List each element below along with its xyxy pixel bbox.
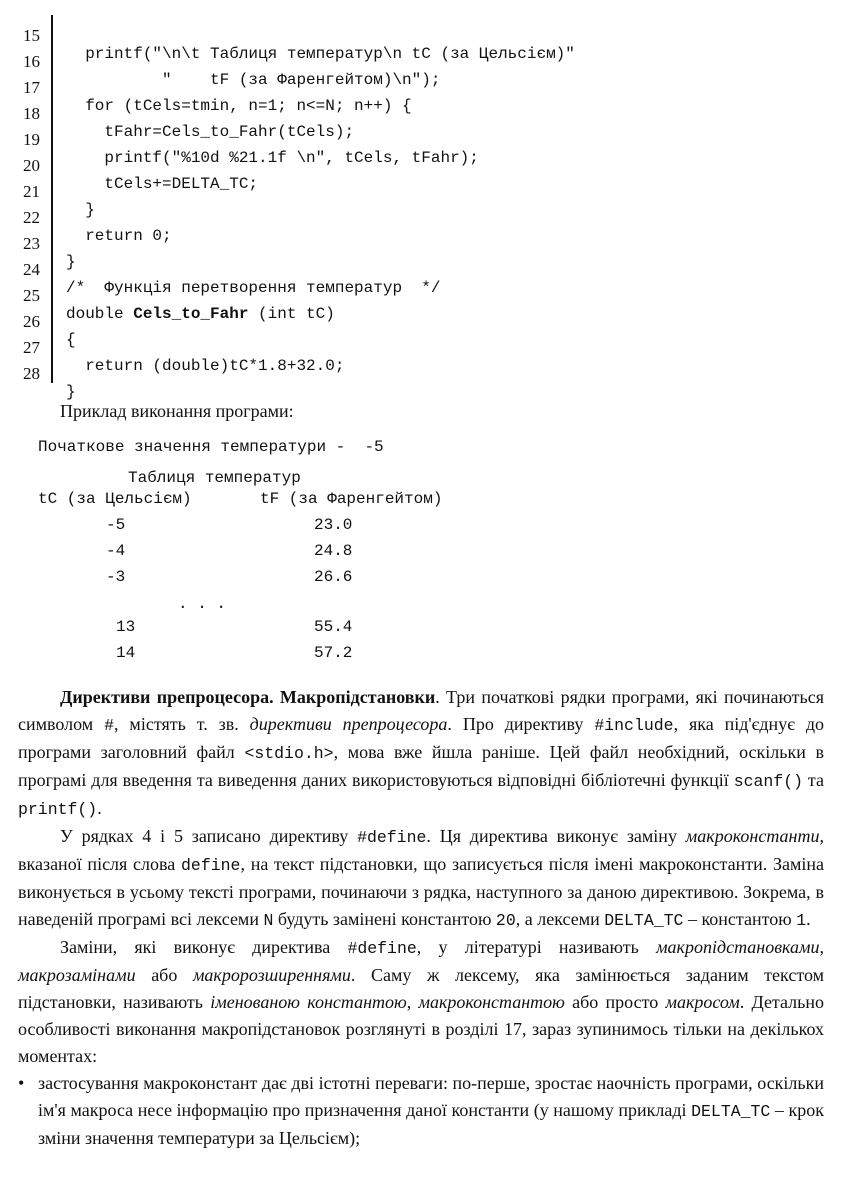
code-text: }	[66, 253, 76, 271]
inline-code: DELTA_TC	[691, 1102, 771, 1121]
term: іменованою константою	[210, 992, 407, 1012]
line-number: 25	[23, 286, 40, 305]
bullet-icon: •	[18, 1073, 25, 1093]
text-run: . Саму ж лексему, яка замінюється заданим текстом підстановки, називають	[18, 965, 824, 1012]
term: макроконстанти	[685, 826, 820, 846]
output-column-c: tC (за Цельсієм)	[38, 490, 192, 508]
line-number: 23	[23, 234, 40, 253]
inline-code: N	[263, 911, 274, 930]
output-cell-c: 13	[116, 618, 136, 636]
text-run: .	[97, 798, 102, 818]
output-table-title: Таблиця температур	[128, 469, 301, 487]
text-run: , на текст підстановки, що записується після імені макроконстанти. Заміна виконується в усьому тексті програми, починаючи з рядка, наступного за даною директивою. Зокрема, в наведеній програмі всі лексеми	[18, 854, 824, 929]
line-number: 28	[23, 364, 40, 383]
section-heading: Директиви препроцесора. Макропідстановки	[60, 687, 436, 707]
code-text: printf("\n\t Таблиця температур\n tC (за Цельсієм)"	[66, 45, 575, 63]
output-column-f: tF (за Фаренгейтом)	[260, 490, 443, 508]
paragraph	[18, 934, 824, 1070]
text-run: У рядках 4 і 5 записано директиву	[60, 826, 358, 846]
line-number: 20	[23, 156, 40, 175]
term: макроконстантою	[418, 992, 565, 1012]
inline-code: #	[104, 716, 115, 735]
line-number: 27	[23, 338, 40, 357]
output-cell-f: 57.2	[314, 644, 353, 662]
code-text: }	[66, 201, 95, 219]
term: директиви препроцесора	[249, 714, 448, 734]
line-number: 21	[23, 182, 40, 201]
text-run: застосування макроконстант дає дві істотні переваги: по-перше, зростає наочність програми, оскільки ім'я макроса несе інформацію про призначення даної константи (у нашому прикладі	[38, 1073, 824, 1120]
bullet-item	[18, 1070, 824, 1152]
code-line	[14, 343, 834, 401]
text-run: , а лексеми	[515, 909, 605, 929]
paragraph	[18, 684, 824, 823]
line-number: 15	[23, 26, 40, 45]
example-heading: Приклад виконання програми:	[60, 401, 294, 421]
inline-code: #include	[594, 716, 674, 735]
code-params: (int tC)	[248, 305, 335, 323]
text-run: , містять т. зв.	[114, 714, 250, 734]
text-run: . Три початкові рядки програми, які починаються символом	[18, 687, 824, 734]
code-text: /* Функція перетворення температур */	[66, 279, 441, 297]
inline-code: printf()	[18, 800, 98, 819]
text-run: або просто	[564, 992, 666, 1012]
text-run: . Ця директива виконує заміну	[426, 826, 686, 846]
text-run: та	[803, 770, 824, 790]
inline-code: define	[181, 856, 241, 875]
output-cell-c: -4	[106, 542, 126, 560]
output-cell-f: 55.4	[314, 618, 353, 636]
function-name: Cels_to_Fahr	[133, 305, 249, 323]
code-text: printf("%10d %21.1f \n", tCels, tFahr);	[66, 149, 479, 167]
text-run: , вказаної після слова	[18, 826, 824, 874]
text-run: – крок зміни значення температури за Цельсієм);	[38, 1100, 824, 1148]
code-keyword: double	[66, 305, 134, 323]
text-run: Заміни, які виконує директива	[60, 937, 348, 957]
line-number: 26	[23, 312, 40, 331]
code-text: tCels+=DELTA_TC;	[66, 175, 259, 193]
text-run: . Про директиву	[447, 714, 595, 734]
line-number: 19	[23, 130, 40, 149]
inline-code: #define	[347, 939, 417, 958]
text-run: . Детально особливості виконання макропідстановок розглянуті в розділі 17, зараз зупинимось тільки на декількох моментах:	[18, 992, 824, 1066]
term: макросом	[665, 992, 740, 1012]
text-run: – константою	[683, 909, 797, 929]
inline-code: 20	[495, 911, 516, 930]
code-text: return (double)tC*1.8+32.0;	[66, 357, 345, 375]
term: макропідстановками	[656, 937, 820, 957]
output-cell-c: 14	[116, 644, 136, 662]
output-cell-f: 23.0	[314, 516, 353, 534]
inline-code: 1	[796, 911, 807, 930]
code-text: {	[66, 331, 76, 349]
term: макророзширеннями	[192, 965, 351, 985]
text-run: ,	[819, 937, 824, 957]
term: макрозамінами	[18, 965, 136, 985]
output-prompt: Початкове значення температури - -5	[38, 438, 384, 456]
inline-code: <stdio.h>	[244, 744, 334, 763]
code-text: for (tCels=tmin, n=1; n<=N; n++) {	[66, 97, 412, 115]
text-run: , мова вже йшла раніше. Цей файл необхідний, оскільки в програмі для введення та виведення даних використовуються відповідні бібліотечні функції	[18, 742, 824, 790]
inline-code: scanf()	[733, 772, 804, 791]
text-run: ,	[406, 992, 419, 1012]
text-run: .	[806, 909, 811, 929]
line-number: 24	[23, 260, 40, 279]
code-listing	[14, 5, 834, 401]
output-ellipsis: . . .	[178, 595, 227, 613]
line-number: 22	[23, 208, 40, 227]
text-run: будуть замінені константою	[273, 909, 496, 929]
line-number: 18	[23, 104, 40, 123]
inline-code: #define	[357, 828, 427, 847]
body-text	[18, 684, 824, 1152]
output-cell-c: -3	[106, 568, 126, 586]
text-run: , яка під'єднує до програми заголовний файл	[18, 714, 824, 762]
code-text: tFahr=Cels_to_Fahr(tCels);	[66, 123, 355, 141]
output-cell-f: 24.8	[314, 542, 353, 560]
inline-code: DELTA_TC	[604, 911, 684, 930]
text-run: або	[135, 965, 193, 985]
line-number: 17	[23, 78, 40, 97]
line-number: 16	[23, 52, 40, 71]
text-run: , у літературі називають	[416, 937, 657, 957]
paragraph	[18, 823, 824, 934]
code-text: return 0;	[66, 227, 172, 245]
code-text: }	[66, 383, 76, 401]
code-text: " tF (за Фаренгейтом)\n");	[66, 71, 441, 89]
output-cell-f: 26.6	[314, 568, 353, 586]
output-cell-c: -5	[106, 516, 126, 534]
